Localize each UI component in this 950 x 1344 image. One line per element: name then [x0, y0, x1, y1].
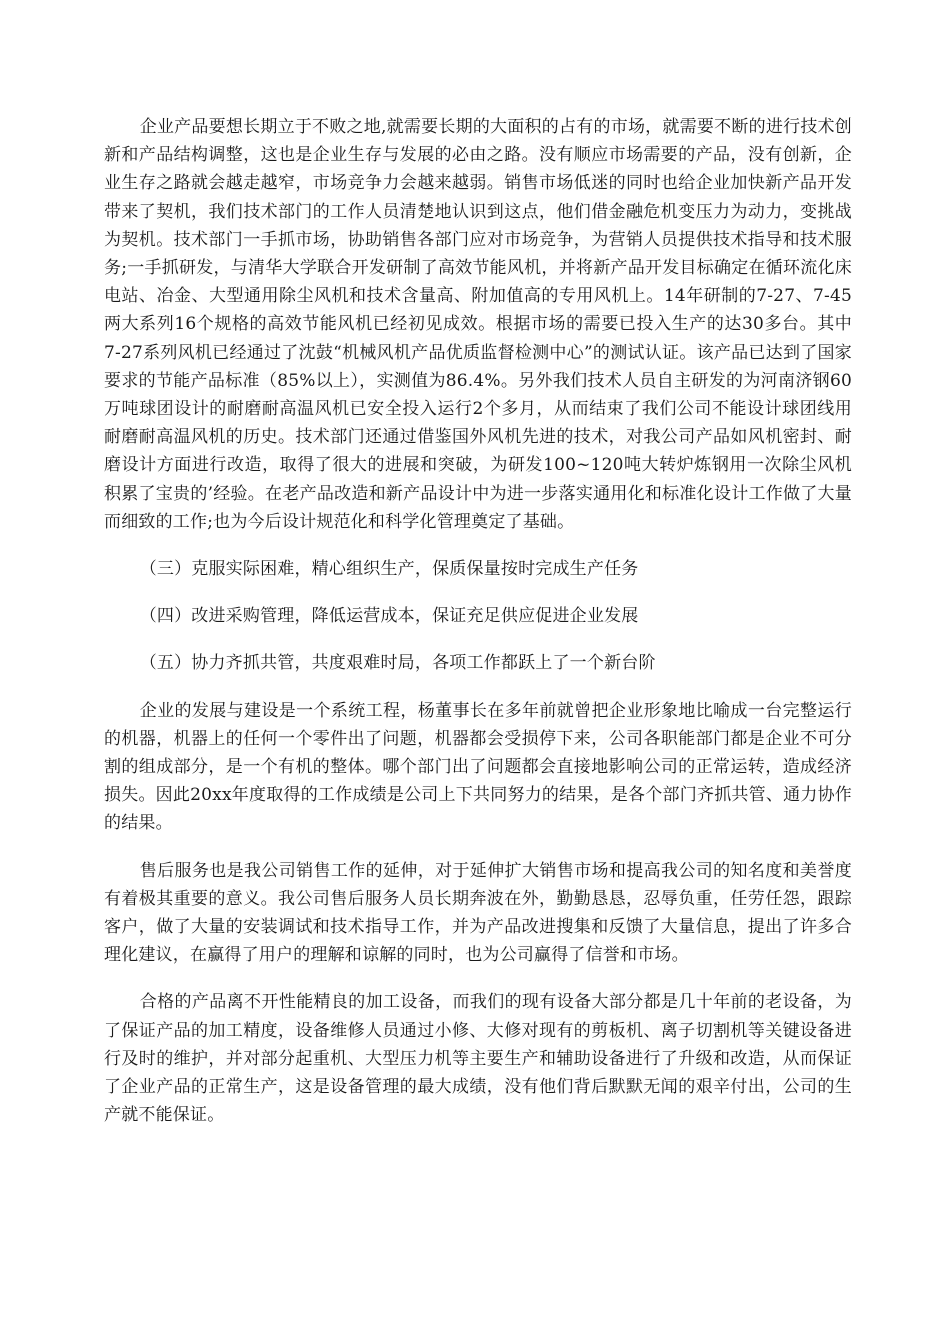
paragraph-after-sales-service: 售后服务也是我公司销售工作的延伸，对于延伸扩大销售市场和提高我公司的知名度和美誉度有着极其重要的意义。我公司售后服务人员长期奔波在外，勤勤恳恳，忍辱负重，任劳任怨，跟踪客户，做了大量的安装调试和技术指导工作，并为产品改进搜集和反馈了大量信息，提出了许多合理化建议，在赢得了用户的理解和谅解的同时，也为公司赢得了信誉和市场。: [104, 860, 852, 966]
paragraph-system-engineering: 企业的发展与建设是一个系统工程，杨董事长在多年前就曾把企业形象地比喻成一台完整运行的机器，机器上的任何一个零件出了问题，机器都会受损停下来，公司各职能部门都是企业不可分割的组成部分，是一个有机的整体。哪个部门出了问题都会直接地影响公司的正常运转，造成经济损失。因此20xx年度取得的工作成绩是公司上下共同努力的结果，是各个部门齐抓共管、通力协作的结果。: [104, 700, 852, 834]
paragraph-technology-innovation: 企业产品要想长期立于不败之地,就需要长期的大面积的占有的市场，就需要不断的进行技术创新和产品结构调整，这也是企业生存与发展的必由之路。没有顺应市场需要的产品，没有创新，企业生存之路就会越走越窄，市场竞争力会越来越弱。销售市场低迷的同时也给企业加快新产品开发带来了契机，我们技术部门的工作人员清楚地认识到这点，他们借金融危机变压力为动力，变挑战为契机。技术部门一手抓市场，协助销售各部门应对市场竞争，为营销人员提供技术指导和技术服务;一手抓研发，与清华大学联合开发研制了高效节能风机，并将新产品开发目标确定在循环流化床电站、冶金、大型通用除尘风机和技术含量高、附加值高的专用风机上。14年研制的7-27、7-45两大系列16个规格的高效节能风机已经初见成效。根据市场的需要已投入生产的达30多台。其中7-27系列风机已经通过了沈鼓“机械风机产品优质监督检测中心”的测试认证。该产品已达到了国家要求的节能产品标准（85%以上），实测值为86.4%。另外我们技术人员自主研发的为河南济钢60万吨球团设计的耐磨耐高温风机已安全投入运行2个多月，从而结束了我们公司不能设计球团线用耐磨耐高温风机的历史。技术部门还通过借鉴国外风机先进的技术，对我公司产品如风机密封、耐磨设计方面进行改造，取得了很大的进展和突破，为研发100~120吨大转炉炼钢用一次除尘风机积累了宝贵的’经验。在老产品改造和新产品设计中为进一步落实通用化和标准化设计工作做了大量而细致的工作;也为今后设计规范化和科学化管理奠定了基础。: [104, 117, 852, 532]
section-heading-5: （五）协力齐抓共管，共度艰难时局，各项工作都跃上了一个新台阶: [139, 653, 656, 674]
section-heading-3: （三）克服实际困难，精心组织生产，保质保量按时完成生产任务: [139, 559, 639, 580]
document-body: [104, 113, 852, 1149]
paragraph-equipment-maintenance: 合格的产品离不开性能精良的加工设备，而我们的现有设备大部分都是几十年前的老设备，为了保证产品的加工精度，设备维修人员通过小修、大修对现有的剪板机、离子切割机等关键设备进行及时的维护，并对部分起重机、大型压力机等主要生产和辅助设备进行了升级和改造，从而保证了企业产品的正常生产，这是设备管理的最大成绩，没有他们背后默默无闻的艰辛付出，公司的生产就不能保证。: [104, 992, 852, 1126]
section-heading-4: （四）改进采购管理，降低运营成本，保证充足供应促进企业发展: [139, 606, 639, 627]
